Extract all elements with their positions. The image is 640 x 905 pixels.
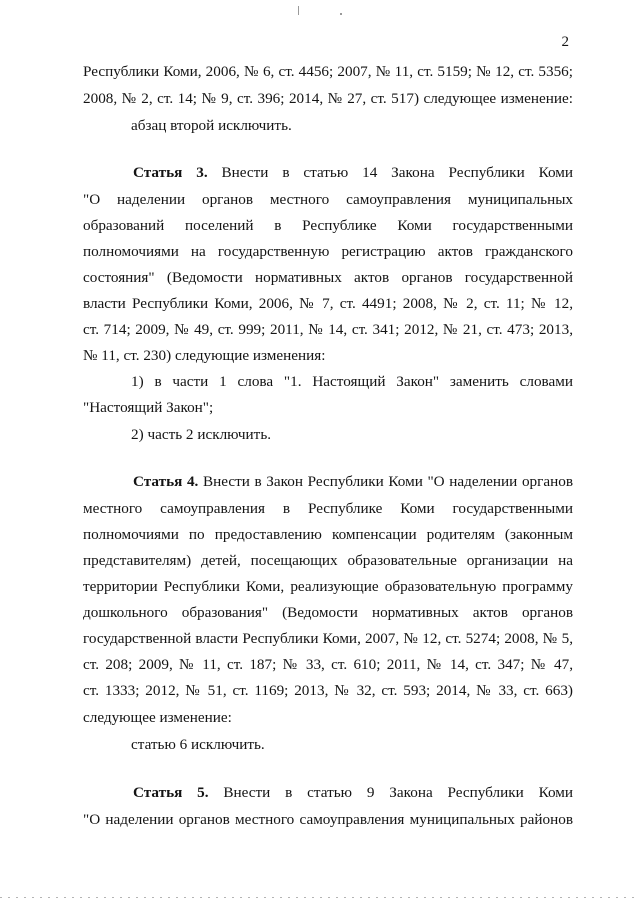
- article-5-paragraph-line: [133, 783, 573, 803]
- text-line: полномочиями по предоставлению компенсации родителям (законным: [83, 526, 573, 543]
- text-line: представителям) детей, посещающих образовательные организации на: [83, 552, 573, 569]
- article-3-heading: Статья 3.: [133, 164, 208, 181]
- page-number: 2: [561, 34, 569, 50]
- text-line: 1) в части 1 слова "1. Настоящий Закон" заменить словами: [131, 373, 573, 390]
- article-3-text: Внести в статью 14 Закона Республики Коми: [221, 164, 574, 181]
- text-line: местного самоуправления в Республике Коми государственными: [83, 500, 573, 517]
- text-line: следующее изменение:: [83, 709, 232, 726]
- text-line: ст. 714; 2009, № 49, ст. 999; 2011, № 14, ст. 341; 2012, № 21, ст. 473; 2013,: [83, 321, 573, 338]
- text-line: абзац второй исключить.: [131, 117, 292, 134]
- text-line: Республики Коми, 2006, № 6, ст. 4456; 2007, № 11, ст. 5159; № 12, ст. 5356;: [83, 63, 573, 80]
- article-4-text: Внести в Закон Республики Коми "О наделении органов: [202, 473, 573, 490]
- text-line: статью 6 исключить.: [131, 736, 265, 753]
- text-line: "Настоящий Закон";: [83, 399, 214, 416]
- text-line: 2) часть 2 исключить.: [131, 426, 272, 443]
- article-4-paragraph-line: [133, 472, 573, 492]
- text-line: власти Республики Коми, 2006, № 7, ст. 4491; 2008, № 2, ст. 11; № 12,: [83, 295, 573, 312]
- text-line: № 11, ст. 230) следующие изменения:: [83, 347, 326, 364]
- text-line: дошкольного образования" (Ведомости нормативных актов органов: [83, 604, 573, 621]
- text-line: 2008, № 2, ст. 14; № 9, ст. 396; 2014, № 27, ст. 517) следующее изменение:: [83, 90, 573, 107]
- article-5-text: Внести в статью 9 Закона Республики Коми: [223, 784, 573, 801]
- text-line: территории Республики Коми, реализующие образовательную программу: [83, 578, 573, 595]
- article-4-heading: Статья 4.: [133, 473, 199, 490]
- scan-tick-mark: [298, 6, 299, 15]
- text-line: ст. 1333; 2012, № 51, ст. 1169; 2013, № 32, ст. 593; 2014, № 33, ст. 663): [83, 682, 573, 699]
- scan-dot: [340, 13, 342, 15]
- article-5-heading: Статья 5.: [133, 784, 209, 801]
- text-line: ст. 208; 2009, № 11, ст. 187; № 33, ст. 610; 2011, № 14, ст. 347; № 47,: [83, 656, 573, 673]
- text-line: полномочиями на государственную регистрацию актов гражданского: [83, 243, 573, 260]
- text-line: образований поселений в Республике Коми государственными: [83, 217, 573, 234]
- article-3-paragraph-line: [133, 163, 573, 183]
- text-line: "О наделении органов местного самоуправления муниципальных районов: [83, 811, 573, 828]
- text-line: состояния" (Ведомости нормативных актов органов государственной: [83, 269, 573, 286]
- text-line: государственной власти Республики Коми, 2007, № 12, ст. 5274; 2008, № 5,: [83, 630, 573, 647]
- scan-edge-dots: [0, 897, 640, 898]
- text-line: "О наделении органов местного самоуправления муниципальных: [83, 191, 573, 208]
